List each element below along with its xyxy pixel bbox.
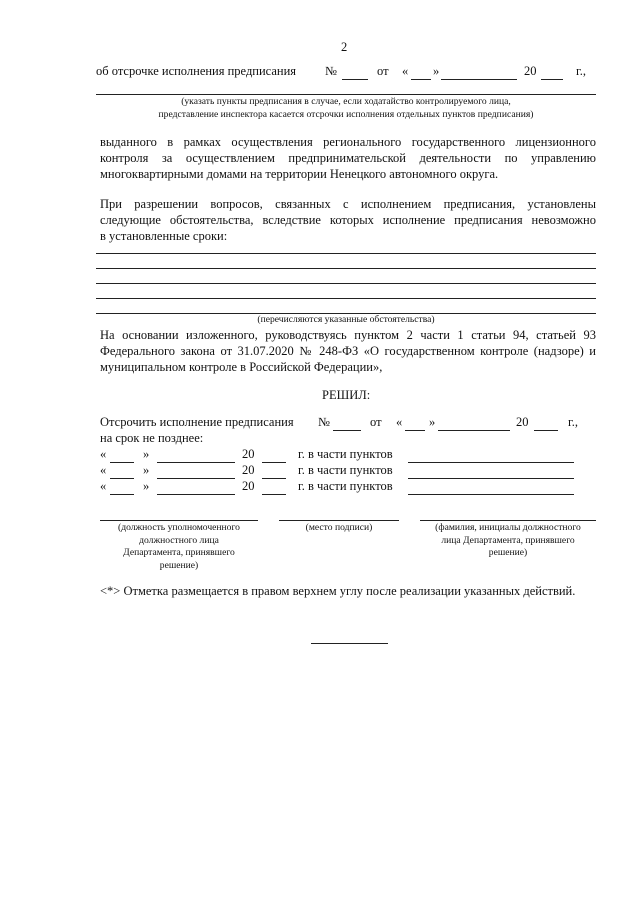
note-points-line-1: (указать пункты предписания в случае, если ходатайство контролируемого лица, bbox=[181, 96, 511, 107]
signature-position-caption-3: Департамента, принявшего bbox=[123, 547, 235, 558]
header-title: об отсрочке исполнения предписания bbox=[96, 64, 297, 78]
signature-name-caption-3: решение) bbox=[488, 547, 528, 558]
end-separator bbox=[311, 643, 388, 644]
decision-title: РЕШИЛ: bbox=[322, 388, 371, 402]
circumstances-line-2[interactable] bbox=[96, 268, 596, 269]
header-from: от bbox=[377, 64, 389, 78]
paragraph-2-line-3: в установленные сроки: bbox=[100, 229, 228, 243]
paragraph-1 bbox=[100, 134, 596, 182]
row-3-day-blank[interactable] bbox=[110, 494, 134, 495]
row-2-month-blank[interactable] bbox=[157, 478, 235, 479]
circumstances-line-4[interactable] bbox=[96, 298, 596, 299]
row-3-points-blank[interactable] bbox=[408, 494, 574, 495]
header-quote-close: » bbox=[433, 64, 440, 78]
decision-quote-close: » bbox=[429, 415, 436, 429]
decision-num-blank[interactable] bbox=[333, 430, 361, 431]
row-2-year-prefix: 20 bbox=[242, 463, 255, 477]
header-month-blank[interactable] bbox=[441, 79, 517, 80]
row-3-year-prefix: 20 bbox=[242, 479, 255, 493]
row-1-quote-close: » bbox=[143, 447, 150, 461]
header-num-blank[interactable] bbox=[342, 79, 368, 80]
header-num-sign: № bbox=[325, 64, 337, 78]
row-1-year-prefix: 20 bbox=[242, 447, 255, 461]
row-3-month-blank[interactable] bbox=[157, 494, 235, 495]
decision-year-suffix: г., bbox=[568, 415, 578, 429]
page-number: 2 bbox=[341, 40, 348, 54]
paragraph-2 bbox=[100, 196, 596, 244]
paragraph-3 bbox=[100, 327, 596, 375]
header-day-blank[interactable] bbox=[411, 79, 431, 80]
decision-from: от bbox=[370, 415, 382, 429]
signature-place-line[interactable] bbox=[279, 520, 399, 521]
header-year-suffix: г., bbox=[576, 64, 586, 78]
note-circumstances: (перечисляются указанные обстоятельства) bbox=[257, 314, 435, 325]
row-2-quote-open: « bbox=[100, 463, 107, 477]
paragraph-1-line-1: выданного в рамках осуществления регионального государственного лицензионного bbox=[100, 135, 596, 149]
row-3-points-text: г. в части пунктов bbox=[298, 479, 393, 493]
header-quote-open: « bbox=[402, 64, 409, 78]
header-year-prefix: 20 bbox=[524, 64, 537, 78]
paragraph-3-line-3: муниципальном контроле в Российской Федерации», bbox=[100, 360, 383, 374]
row-2-points-text: г. в части пунктов bbox=[298, 463, 393, 477]
decision-year-prefix: 20 bbox=[516, 415, 529, 429]
signature-position-line[interactable] bbox=[100, 520, 258, 521]
row-1-points-text: г. в части пунктов bbox=[298, 447, 393, 461]
decision-quote-open: « bbox=[396, 415, 403, 429]
paragraph-1-line-3: многоквартирными домами на территории Ненецкого автономного округа. bbox=[100, 167, 499, 181]
row-1-year-blank[interactable] bbox=[262, 462, 286, 463]
paragraph-2-line-2: следующие обстоятельства, вследствие которых исполнение предписания невозможно bbox=[100, 213, 596, 227]
signature-place-caption: (место подписи) bbox=[305, 522, 373, 533]
row-3-quote-close: » bbox=[143, 479, 150, 493]
row-2-day-blank[interactable] bbox=[110, 478, 134, 479]
paragraph-2-line-1: При разрешении вопросов, связанных с исполнением предписания, установлены bbox=[100, 197, 596, 211]
decision-month-blank[interactable] bbox=[438, 430, 510, 431]
row-1-day-blank[interactable] bbox=[110, 462, 134, 463]
header-year-blank[interactable] bbox=[541, 79, 563, 80]
circumstances-line-1[interactable] bbox=[96, 253, 596, 254]
paragraph-1-line-2: контроля за осуществлением предпринимательской деятельности по управлению bbox=[100, 151, 596, 165]
signature-position-caption bbox=[100, 522, 258, 572]
row-3-quote-open: « bbox=[100, 479, 107, 493]
signature-name-caption-2: лица Департамента, принявшего bbox=[441, 534, 575, 546]
points-field-line[interactable] bbox=[96, 94, 596, 95]
signature-position-caption-1: (должность уполномоченного bbox=[118, 522, 240, 533]
row-2-points-blank[interactable] bbox=[408, 478, 574, 479]
decision-num-sign: № bbox=[318, 415, 330, 429]
row-2-quote-close: » bbox=[143, 463, 150, 477]
signature-position-caption-4: решение) bbox=[159, 559, 199, 571]
paragraph-3-line-1: На основании изложенного, руководствуясь пунктом 2 части 1 статьи 94, статьей 93 bbox=[100, 328, 596, 342]
decision-postpone-text: Отсрочить исполнение предписания bbox=[100, 415, 294, 429]
row-3-year-blank[interactable] bbox=[262, 494, 286, 495]
signature-position-caption-2: должностного лица bbox=[139, 534, 219, 546]
circumstances-line-3[interactable] bbox=[96, 283, 596, 284]
paragraph-3-line-2: Федерального закона от 31.07.2020 № 248-ФЗ «О государственном контроле (надзоре) и bbox=[100, 344, 596, 358]
decision-deadline-text: на срок не позднее: bbox=[100, 431, 204, 445]
row-1-points-blank[interactable] bbox=[408, 462, 574, 463]
note-points-line-2: представление инспектора касается отсрочки исполнения отдельных пунктов предписания) bbox=[158, 109, 534, 120]
signature-name-caption-1: (фамилия, инициалы должностного bbox=[435, 522, 581, 533]
signature-name-line[interactable] bbox=[420, 520, 596, 521]
row-2-year-blank[interactable] bbox=[262, 478, 286, 479]
row-1-quote-open: « bbox=[100, 447, 107, 461]
row-1-month-blank[interactable] bbox=[157, 462, 235, 463]
decision-day-blank[interactable] bbox=[405, 430, 425, 431]
decision-year-blank[interactable] bbox=[534, 430, 558, 431]
footnote: <*> Отметка размещается в правом верхнем углу после реализации указанных действий. bbox=[100, 584, 576, 598]
signature-name-caption bbox=[420, 522, 596, 560]
